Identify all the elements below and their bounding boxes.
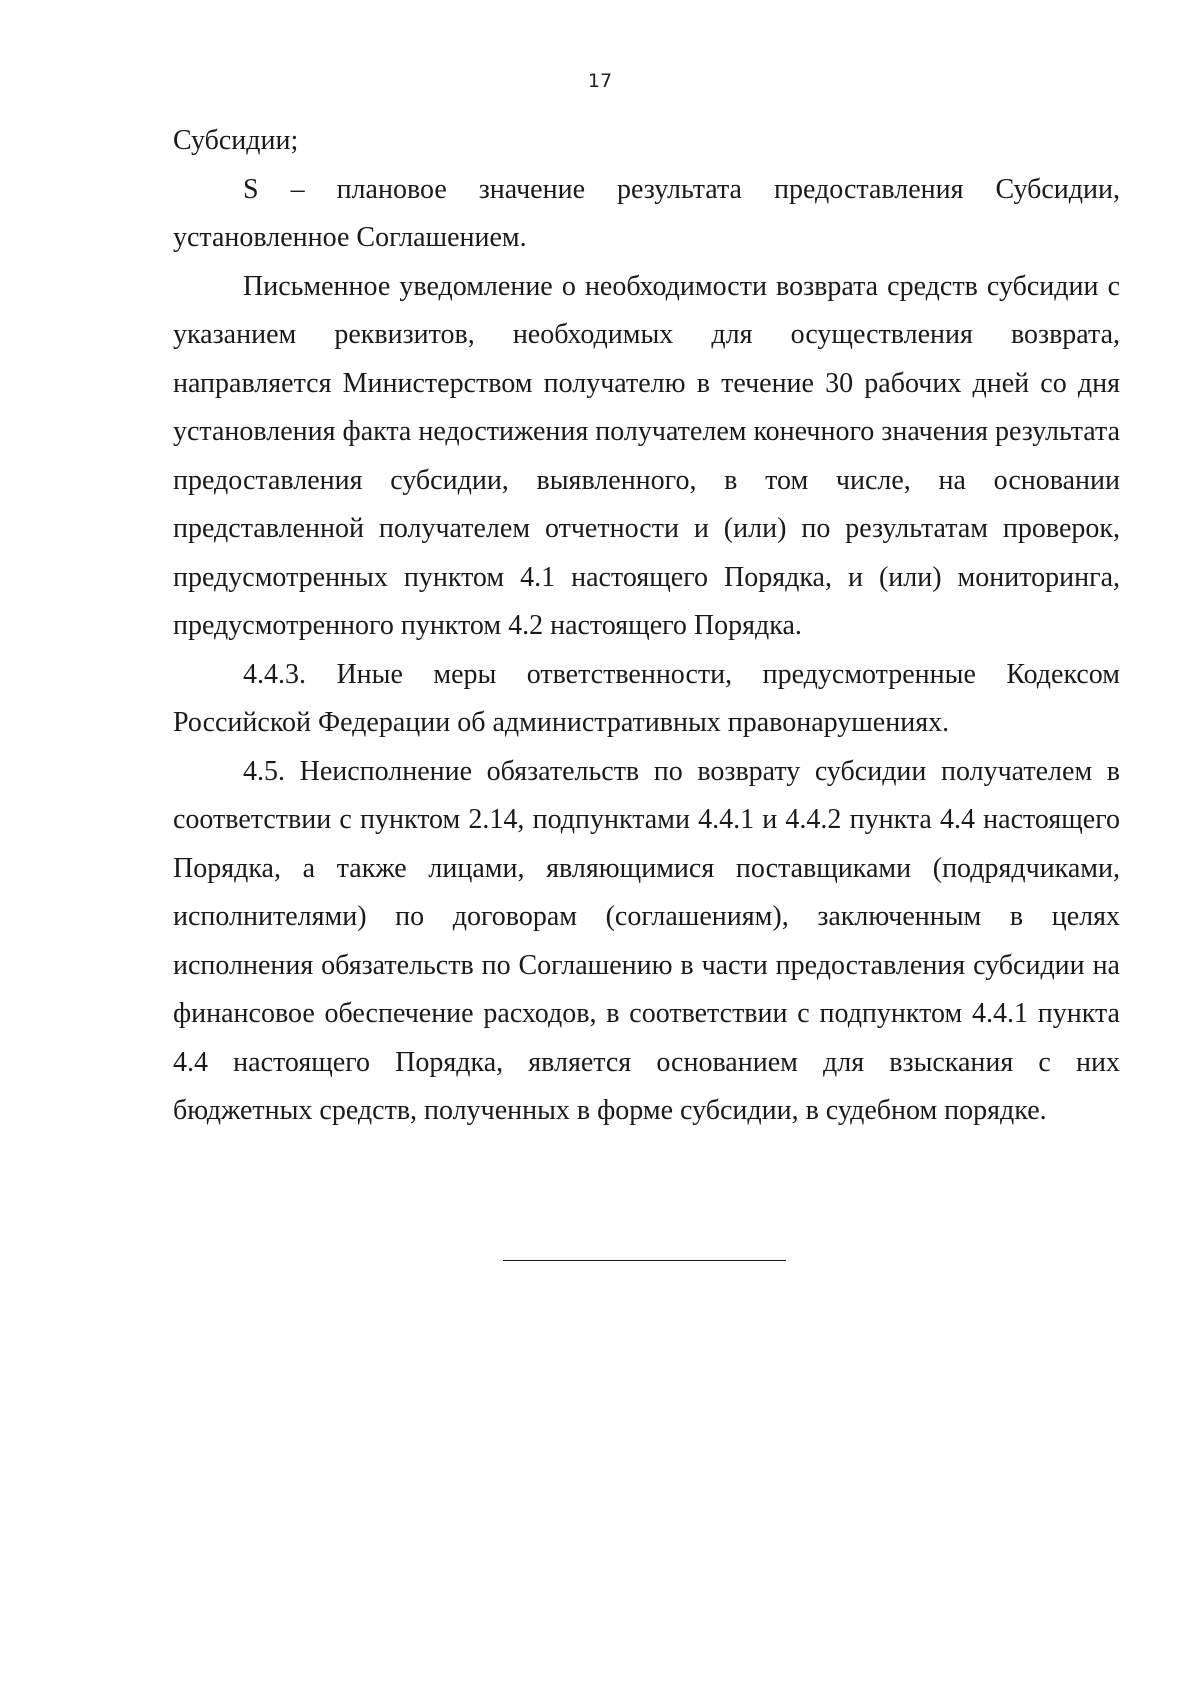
paragraph-4-4-3: 4.4.3. Иные меры ответственности, предусмотренные Кодексом Российской Федерации об административных правонарушениях.: [173, 658, 1120, 738]
document-body: [173, 117, 1120, 1136]
paragraph-written-notice: Письменное уведомление о необходимости возврата средств субсидии с указанием реквизитов, необходимых для осуществления возврата, направляется Министерством получателю в течение 30 рабочих дней со дня установления факта недостижения получателем конечного значения результата предоставления субсидии, выявленного, в том числе, на основании представленной получателем отчетности и (или) по результатам проверок, предусмотренных пунктом 4.1 настоящего Порядка, и (или) мониторинга, предусмотренного пунктом 4.2 настоящего Порядка.: [173, 270, 1120, 641]
end-of-document-rule: [503, 1260, 786, 1261]
paragraph-s-definition: S – плановое значение результата предоставления Субсидии, установленное Соглашением.: [173, 173, 1120, 253]
paragraph-4-5: 4.5. Неисполнение обязательств по возврату субсидии получателем в соответствии с пунктом 2.14, подпунктами 4.4.1 и 4.4.2 пункта 4.4 настоящего Порядка, а также лицами, являющимися поставщиками (подрядчиками, исполнителями) по договорам (соглашениям), заключенным в целях исполнения обязательств по Соглашению в части предоставления субсидии на финансовое обеспечение расходов, в соответствии с подпунктом 4.4.1 пункта 4.4 настоящего Порядка, является основанием для взыскания с них бюджетных средств, полученных в форме субсидии, в судебном порядке.: [173, 755, 1120, 1126]
page-number: 17: [587, 70, 613, 92]
paragraph-continuation: Субсидии;: [173, 125, 299, 156]
